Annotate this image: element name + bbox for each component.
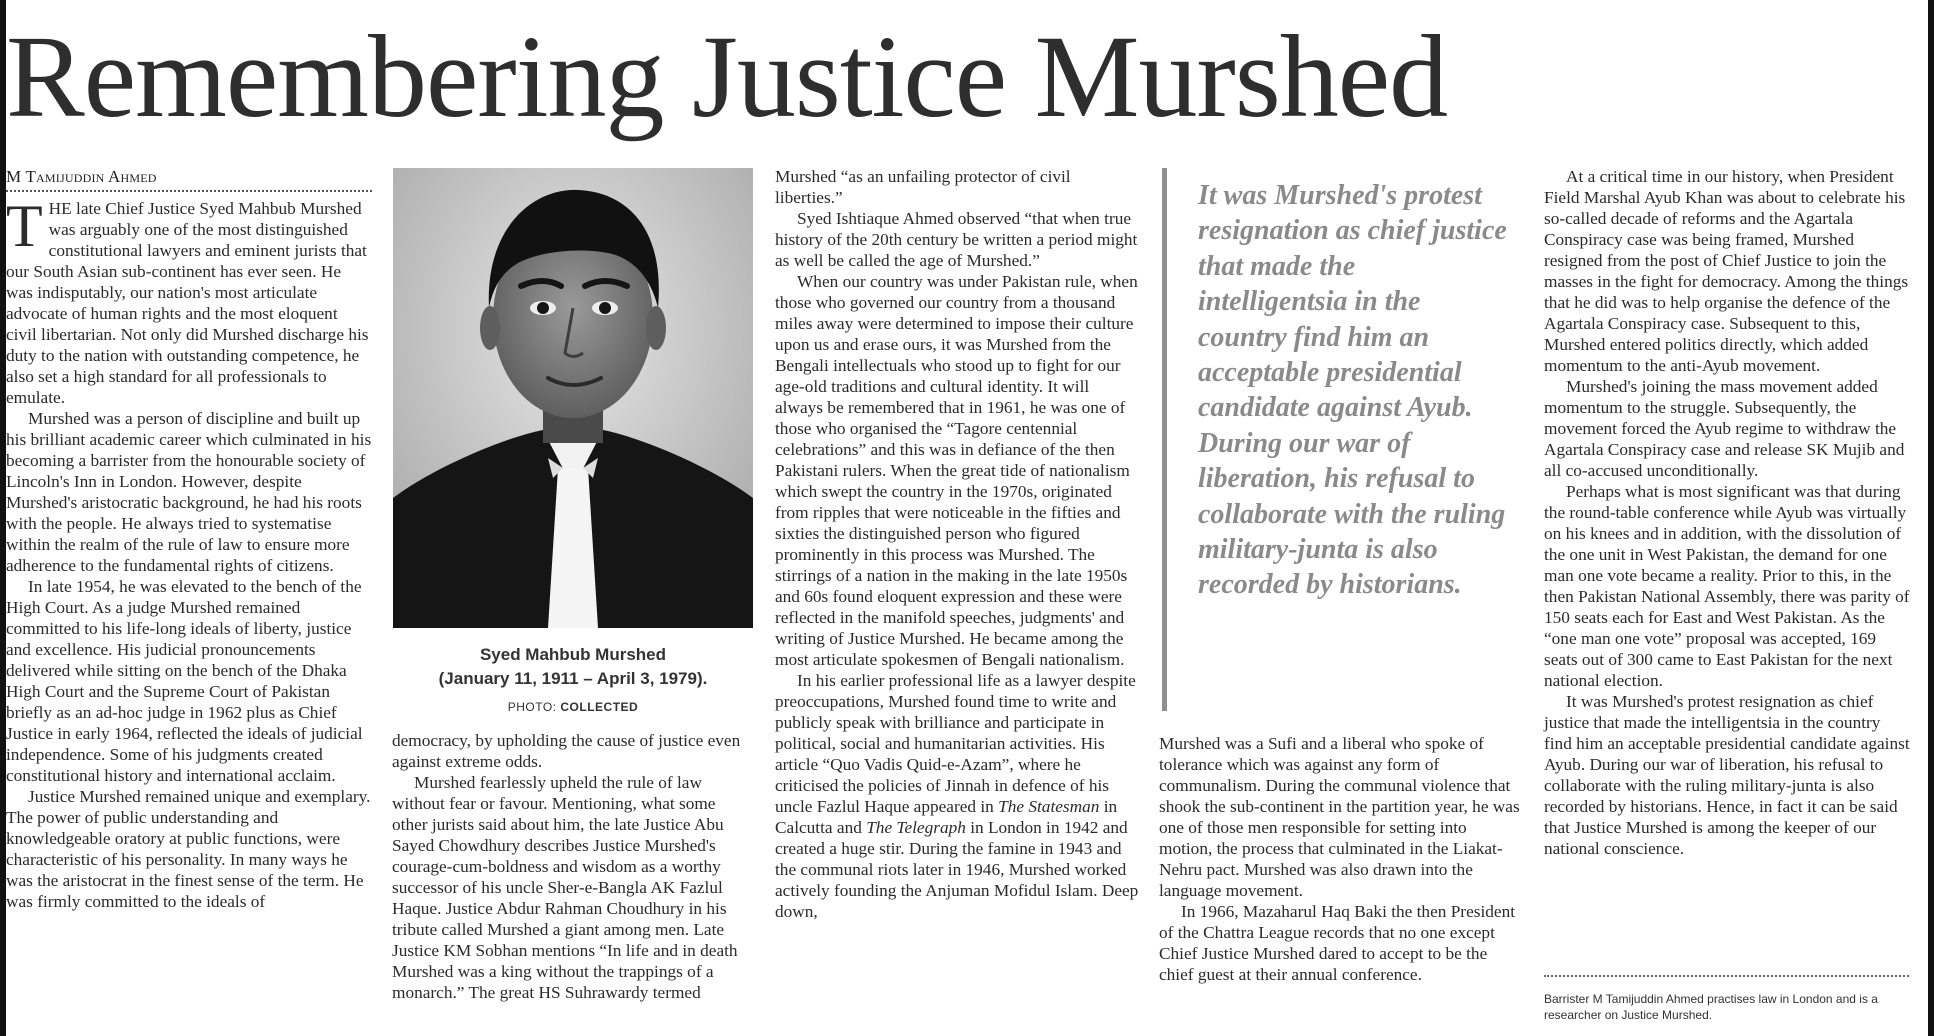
portrait-photo [393,168,753,628]
portrait-illustration [393,168,753,628]
paragraph: Justice Murshed remained unique and exemplary. The power of public understanding and knowledgeable oratory at public functions, were characteristic of his personality. In many ways he was the aristocrat in the finest sense of the term. He was firmly committed to the ideals of [6,787,371,911]
column-3 [775,166,1139,922]
paragraph-text: In his earlier professional life as a lawyer despite preoccupations, Murshed found time to write and publicly speak with brilliance and participate in political, social and humanitarian activities. His article “Quo Vadis Quid-e-Azam”, where he criticised the policies of Jinnah in defence of his uncle Fazlul Haque appeared in [775,671,1136,816]
paragraph [6,193,372,408]
publication-title: The Statesman [998,797,1100,816]
paragraph: Murshed was a person of discipline and built up his brilliant academic career which culminated in his becoming a barrister from the honourable society of Lincoln's Inn in London. However, despite Murshed's aristocratic background, he had his roots with the people. He always tried to systematise within the realm of the rule of law to ensure more adherence to the fundamental rights of citizens. [6,409,372,575]
paragraph: Syed Ishtiaque Ahmed observed “that when true history of the 20th century be written a period might as well be called the age of Murshed.” [775,209,1138,270]
paragraph: Murshed fearlessly upheld the rule of law without fear or favour. Mentioning, what some other jurists said about him, the late Justice Abu Sayed Chowdhury describes Justice Murshed's courage-cum-boldness and wisdom as a worthy successor of his uncle Sher-e-Bangla AK Fazlul Haque. Justice Abdur Rahman Choudhury in his tribute called Murshed a giant among men. Late Justice KM Sobhan mentions “In life and in death Murshed was a king without the trappings of a monarch.” The great HS Suhrawardy termed [392,773,738,1002]
paragraph: democracy, by upholding the cause of justice even against extreme odds. [392,731,741,771]
paragraph-text: in London in 1942 and created a huge stir. During the famine in 1943 and the communal riots later in 1946, Murshed worked actively founding the Anjuman Mofidul Islam. Deep down, [775,818,1139,921]
paragraph-text: HE late Chief Justice Syed Mahbub Murshed was arguably one of the most distinguished constitutional lawyers and eminent jurists that our South Asian sub-continent has ever seen. He was indisputably, our nation's most articulate advocate of human rights and the most eloquent civil libertarian. Not only did Murshed discharge his duty to the nation with outstanding competence, he also set a high standard for all professionals to emulate. [6,199,369,407]
column-4 [1159,733,1521,985]
column-5 [1544,166,1910,859]
paragraph: Murshed was a Sufi and a liberal who spoke of tolerance which was against any form of communalism. During the communal violence that shook the sub-continent in the partition year, he was one of those men responsible for setting into motion, the process that culminated in the Liakat-Nehru pact. Murshed was also drawn into the language movement. [1159,734,1520,900]
pullquote-rule [1162,168,1167,711]
photo-caption-dates: (January 11, 1911 – April 3, 1979). [438,669,708,688]
byline: M Tamijuddin Ahmed [6,166,372,192]
paragraph: Perhaps what is most significant was that during the round-table conference while Ayub was virtually on his knees and in addition, with the dissolution of the one unit in West Pakistan, the demand for one man one vote became a reality. Prior to this, in the then Pakistan National Assembly, there was parity of 150 seats each for East and West Pakistan. As the “one man one vote” proposal was accepted, 169 seats out of 300 came to East Pakistan for the next national election. [1544,482,1910,690]
paragraph: Murshed's joining the mass movement added momentum to the struggle. Subsequently, the movement forced the Ayub regime to withdraw the Agartala Conspiracy case and release SK Mujib and all co-accused unconditionally. [1544,377,1905,480]
author-note: Barrister M Tamijuddin Ahmed practises law in London and is a researcher on Justice Murshed. [1544,975,1909,1023]
paragraph-text: in Calcutta and [775,797,1118,837]
paragraph: At a critical time in our history, when President Field Marshal Ayub Khan was about to celebrate his so-called decade of reforms and the Agartala Conspiracy case was being framed, Murshed resigned from the post of Chief Justice to join the masses in the fight for democracy. Among the things that he did was to help organise the defence of the Agartala Conspiracy case. Subsequent to this, Murshed entered politics directly, which added momentum to the anti-Ayub movement. [1544,167,1909,375]
paragraph: It was Murshed's protest resignation as chief justice that made the intelligentsia in the country find him an acceptable presidential candidate against Ayub. During our war of liberation, his refusal to collaborate with the ruling military-junta is also recorded by historians. Hence, in fact it can be said that Justice Murshed is among the keeper of our national conscience. [1544,692,1910,858]
paragraph: When our country was under Pakistan rule, when those who governed our country from a thousand miles away were determined to impose their culture upon us and erase ours, it was Murshed from the Bengali intellectuals who stood up to fight for our age-old traditions and cultural identity. It will always be remembered that in 1961, he was one of those who organised the “Tagore centennial celebrations” and this was in defiance of the then Pakistani rulers. When the great tide of nationalism which swept the country in the 1970s, originated from ripples that were noticeable in the fifties and sixties the distinguished person who figured prominently in this process was Murshed. The stirrings of a nation in the making in the late 1950s and 60s found eloquent expression and these were reflected in the manifold speeches, judgments' and writing of Justice Murshed. He became among the most articulate spokesmen of Bengali nationalism. [775,272,1138,669]
drop-cap: T [6,193,43,259]
pullquote: It was Murshed's protest resignation as chief justice that made the intelligentsia in the country find him an acceptable presidential candidate against Ayub. During our war of liberation, his refusal to collaborate with the ruling military-junta is also recorded by historians. [1198,180,1507,601]
photo-caption-name: Syed Mahbub Murshed [479,645,667,664]
publication-title: The Telegraph [866,818,966,837]
paragraph [775,670,1139,922]
right-scan-edge [1928,0,1934,1036]
photo-credit [393,700,753,714]
paragraph: In 1966, Mazaharul Haq Baki the then President of the Chattra League records that no one except Chief Justice Murshed dared to accept to be the chief guest at their annual conference. [1159,902,1516,984]
photo-credit-value: COLLECTED [560,700,639,714]
column-2 [392,730,754,1003]
photo-credit-label: PHOTO: [507,700,557,714]
paragraph: In late 1954, he was elevated to the bench of the High Court. As a judge Murshed remained committed to his life-long ideals of liberty, justice and excellence. His judicial pronouncements delivered while sitting on the bench of the Dhaka High Court and the Supreme Court of Pakistan briefly as an ad-hoc judge in 1962 plus as Chief Justice in early 1964, reflected the ideals of judicial independence. Some of his judgments created constitutional history and international acclaim. [6,577,363,785]
paragraph: Murshed “as an unfailing protector of civil liberties.” [775,167,1071,207]
column-1 [6,166,372,912]
headline: Remembering Justice Murshed [6,11,1448,142]
